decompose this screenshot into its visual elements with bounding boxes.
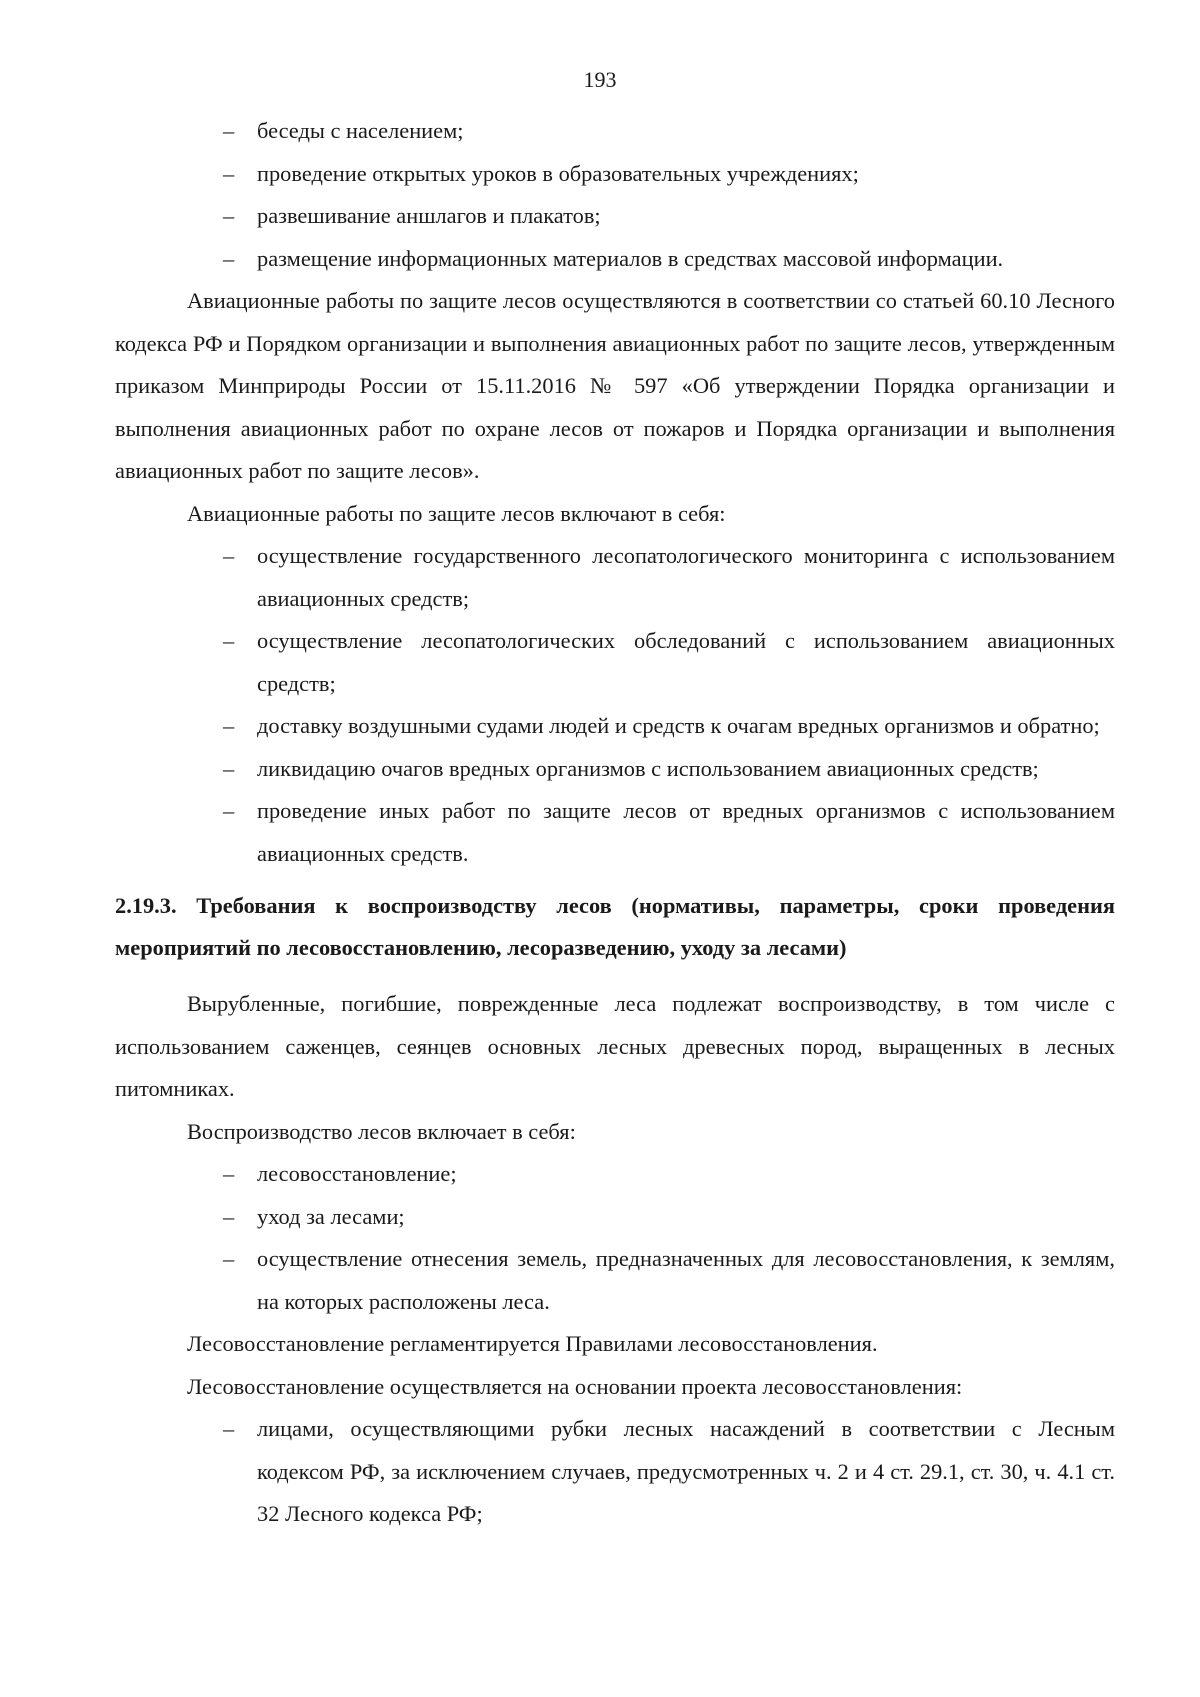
list-item: – осуществление лесопатологических обследований с использованием авиационных средств;: [115, 620, 1115, 705]
list-item: – проведение иных работ по защите лесов от вредных организмов с использованием авиационных средств.: [115, 790, 1115, 875]
section-heading: 2.19.3. Требования к воспроизводству лесов (нормативы, параметры, сроки проведения мероприятий по лесовосстановлению, лесоразведению, уходу за лесами): [115, 893, 1115, 960]
reproduction-list: [115, 1153, 1115, 1323]
dash-marker: –: [223, 203, 235, 228]
aviation-includes-paragraph: Авиационные работы по защите лесов включают в себя:: [187, 500, 726, 526]
list-item: – осуществление государственного лесопатологического мониторинга с использованием авиационных средств;: [115, 535, 1115, 620]
dash-marker: –: [223, 1416, 235, 1441]
dash-marker: –: [223, 118, 235, 143]
list-item: – уход за лесами;: [115, 1196, 1115, 1239]
aviation-paragraph: Авиационные работы по защите лесов осуществляются в соответствии со статьей 60.10 Лесного кодекса РФ и Порядком организации и выполнения авиационных работ по защите лесов, утвержденным приказом Минприроды России от 15.11.2016 № 597 «Об утверждении Порядка организации и выполнения авиационных работ по охране лесов от пожаров и Порядка организации и выполнения авиационных работ по защите лесов».: [115, 288, 1115, 483]
aviation-works-list: [115, 535, 1115, 875]
outreach-list: [115, 110, 1115, 280]
document-body: [115, 110, 1115, 1536]
list-item: – ликвидацию очагов вредных организмов с использованием авиационных средств;: [115, 748, 1115, 791]
list-item: – доставку воздушными судами людей и средств к очагам вредных организмов и обратно;: [115, 705, 1115, 748]
regulation-paragraph: Лесовосстановление регламентируется Правилами лесовосстановления.: [187, 1331, 878, 1356]
list-item: – размещение информационных материалов в средствах массовой информации.: [115, 238, 1115, 281]
dash-marker: –: [223, 798, 235, 823]
dash-marker: –: [223, 755, 235, 781]
dash-marker: –: [223, 245, 235, 271]
list-item: – развешивание аншлагов и плакатов;: [115, 195, 1115, 238]
list-item: – осуществление отнесения земель, предназначенных для лесовосстановления, к землям, на которых расположены леса.: [115, 1238, 1115, 1323]
dash-marker: –: [223, 543, 235, 568]
dash-marker: –: [223, 1246, 235, 1271]
dash-marker: –: [223, 1203, 235, 1229]
dash-marker: –: [223, 628, 235, 653]
list-item: – лесовосстановление;: [115, 1153, 1115, 1196]
list-item: – проведение открытых уроков в образовательных учреждениях;: [115, 153, 1115, 196]
dash-marker: –: [223, 160, 235, 186]
reproduction-includes-paragraph: Воспроизводство лесов включает в себя:: [187, 1118, 576, 1144]
page-number: 193: [583, 67, 617, 92]
reproduction-paragraph: Вырубленные, погибшие, поврежденные леса подлежат воспроизводству, в том числе с использованием саженцев, сеянцев основных лесных древесных пород, выращенных в лесных питомниках.: [115, 991, 1115, 1101]
project-paragraph: Лесовосстановление осуществляется на основании проекта лесовосстановления:: [187, 1373, 963, 1399]
dash-marker: –: [223, 713, 235, 738]
list-item: – лицами, осуществляющими рубки лесных насаждений в соответствии с Лесным кодексом РФ, за исключением случаев, предусмотренных ч. 2 и 4 ст. 29.1, ст. 30, ч. 4.1 ст. 32 Лесного кодекса РФ;: [115, 1408, 1115, 1536]
dash-marker: –: [223, 1161, 235, 1186]
list-item: – беседы с населением;: [115, 110, 1115, 153]
performers-list: [115, 1408, 1115, 1536]
